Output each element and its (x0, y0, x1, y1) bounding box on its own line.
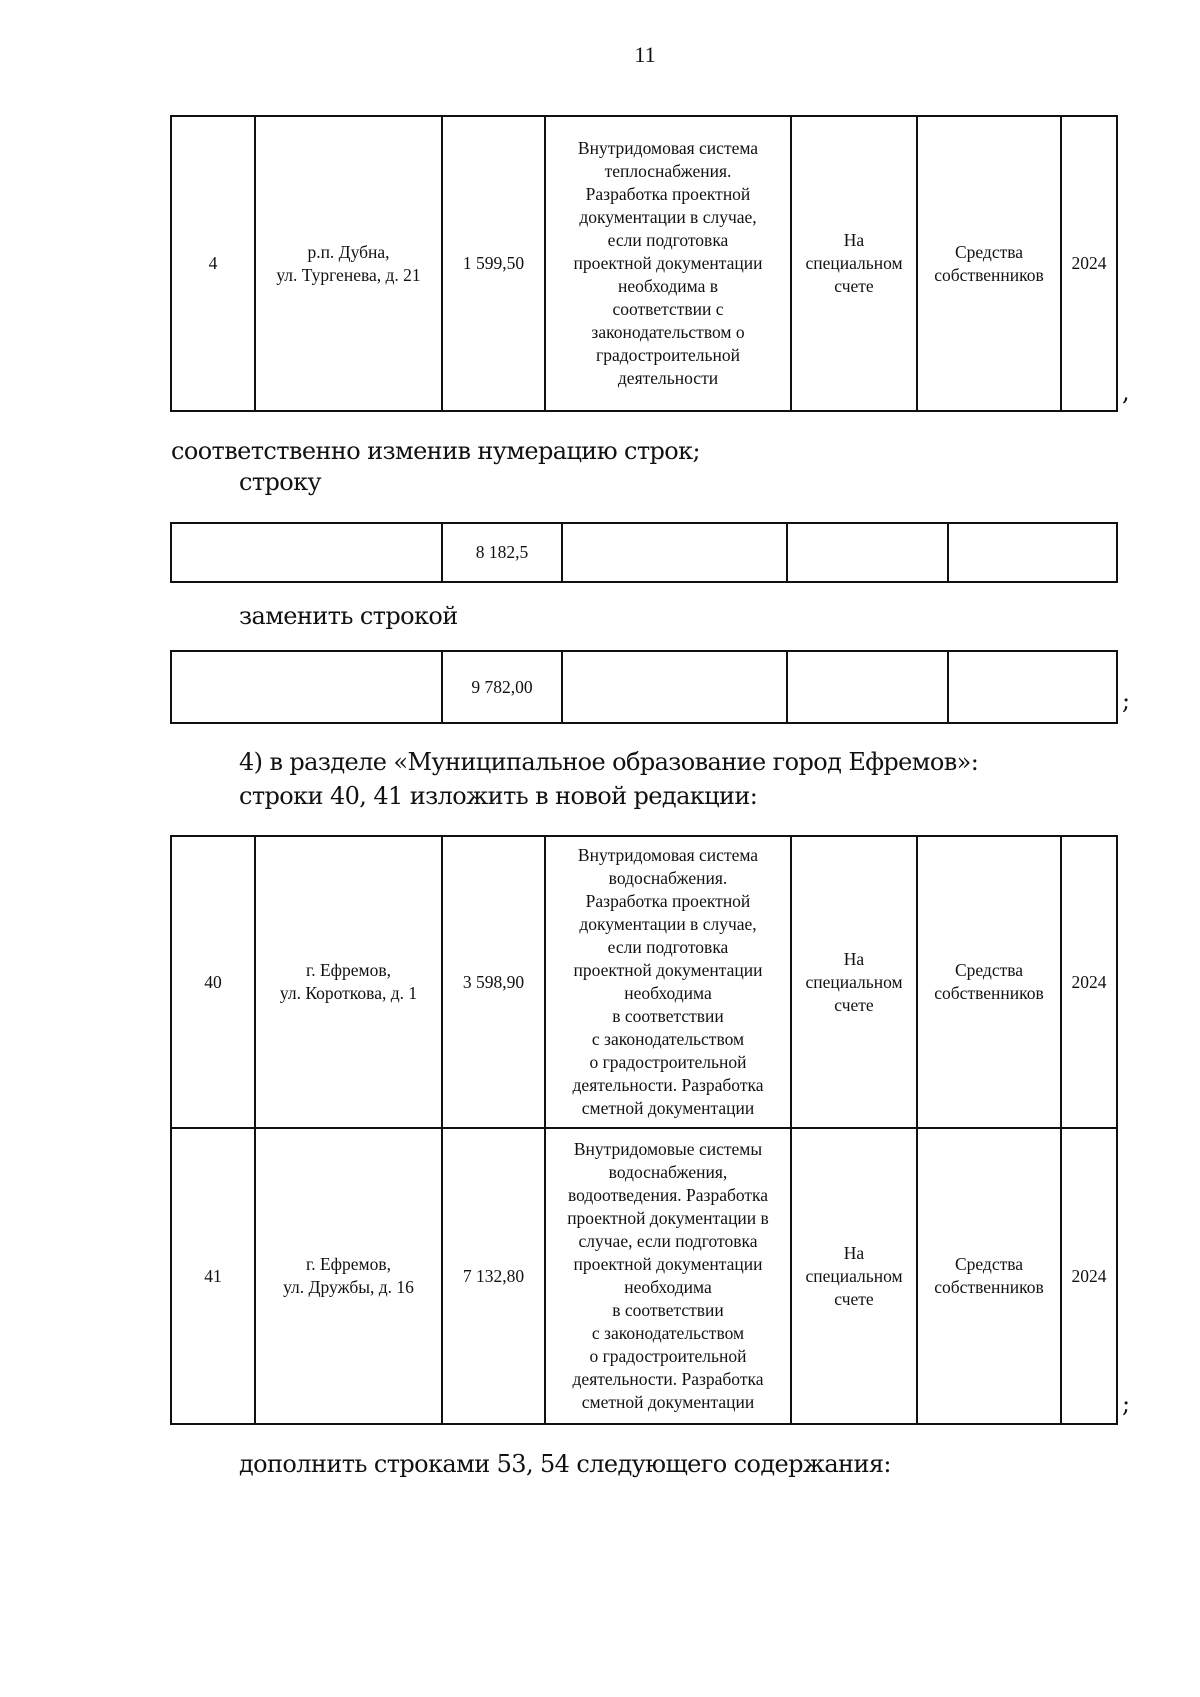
fund-method-cell: На специальном счете (791, 836, 917, 1128)
empty-cell (171, 523, 442, 582)
table-row (171, 523, 1117, 582)
row-number-cell: 41 (171, 1128, 255, 1424)
row-number-cell: 40 (171, 836, 255, 1128)
object-table-dubna (170, 115, 1118, 412)
table-row (171, 651, 1117, 723)
funding-source-cell: Средства собственников (917, 116, 1061, 411)
trailing-semicolon: ; (1122, 687, 1131, 715)
empty-cell (787, 523, 948, 582)
total-row-old-table (170, 522, 1118, 583)
address-cell: р.п. Дубна, ул. Тургенева, д. 21 (255, 116, 442, 411)
table-row (171, 116, 1117, 411)
cost-cell: 7 132,80 (442, 1128, 545, 1424)
fund-method-cell: На специальном счете (791, 116, 917, 411)
cost-cell: 1 599,50 (442, 116, 545, 411)
funding-source-cell: Средства собственников (917, 836, 1061, 1128)
empty-cell (562, 523, 787, 582)
paragraph-replace: заменить строкой (239, 602, 458, 630)
address-cell: г. Ефремов, ул. Дружбы, д. 16 (255, 1128, 442, 1424)
year-cell: 2024 (1061, 836, 1117, 1128)
cost-cell: 3 598,90 (442, 836, 545, 1128)
paragraph-add-rows: дополнить строками 53, 54 следующего содержания: (239, 1450, 891, 1478)
cost-cell: 9 782,00 (442, 651, 562, 723)
page-number: 11 (634, 42, 656, 67)
empty-cell (562, 651, 787, 723)
empty-cell (171, 651, 442, 723)
paragraph-line: строку (239, 468, 322, 496)
table-row (171, 836, 1117, 1128)
trailing-semicolon: ; (1122, 1390, 1131, 1418)
row-number-cell: 4 (171, 116, 255, 411)
empty-cell (787, 651, 948, 723)
total-row-new-table (170, 650, 1118, 724)
year-cell: 2024 (1061, 1128, 1117, 1424)
empty-cell (948, 523, 1117, 582)
work-type-cell: Внутридомовая система теплоснабжения. Разработка проектной документации в случае, если подготовка проектной документации необходима в соответствии с законодательством о градостроительной деятельности (545, 116, 791, 411)
object-table-efremov (170, 835, 1118, 1425)
work-type-cell: Внутридомовая система водоснабжения. Разработка проектной документации в случае, если подготовка проектной документации необходима в соответствии с законодательством о градостроительной деятельности. Разработка сметной документации (545, 836, 791, 1128)
fund-method-cell: На специальном счете (791, 1128, 917, 1424)
funding-source-cell: Средства собственников (917, 1128, 1061, 1424)
year-cell: 2024 (1061, 116, 1117, 411)
empty-cell (948, 651, 1117, 723)
cost-cell: 8 182,5 (442, 523, 562, 582)
trailing-comma: , (1122, 378, 1130, 406)
table-row (171, 1128, 1117, 1424)
paragraph-rows-40-41: строки 40, 41 изложить в новой редакции: (239, 782, 758, 810)
work-type-cell: Внутридомовые системы водоснабжения, водоотведения. Разработка проектной документации в случае, если подготовка проектной документации необходима в соответствии с законодательством о градостроительной деятельности. Разработка сметной документации (545, 1128, 791, 1424)
address-cell: г. Ефремов, ул. Короткова, д. 1 (255, 836, 442, 1128)
paragraph-section-4: 4) в разделе «Муниципальное образование город Ефремов»: (239, 748, 979, 776)
paragraph-renumber: соответственно изменив нумерацию строк; (171, 437, 701, 465)
